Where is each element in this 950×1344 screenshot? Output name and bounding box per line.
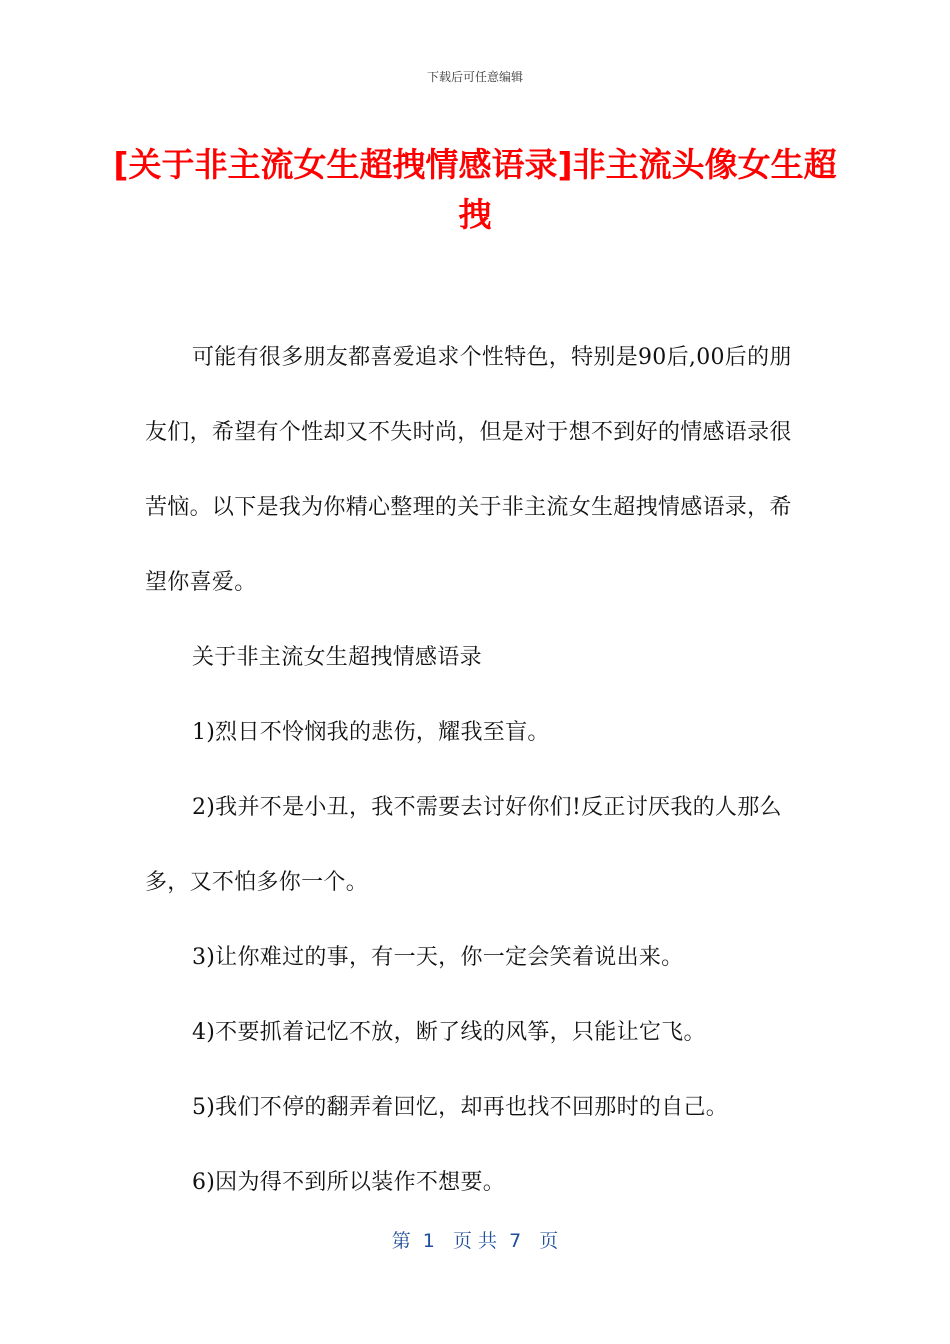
quote-item: 2)我并不是小丑，我不需要去讨好你们!反正讨厌我的人那么多，又不怕多你一个。 xyxy=(145,795,782,895)
quote-item: 4)不要抓着记忆不放，断了线的风筝，只能让它飞。 xyxy=(192,1020,706,1045)
page-header-note: 下载后可任意编辑 xyxy=(426,70,523,84)
page-number-footer: 第 1 页 共 7 页 xyxy=(391,1230,559,1252)
quote-item: 1)烈日不怜悯我的悲伤，耀我至盲。 xyxy=(192,720,550,745)
section-heading: 关于非主流女生超拽情感语录 xyxy=(192,645,482,670)
intro-paragraph: 可能有很多朋友都喜爱追求个性特色，特别是90后,00后的朋友们，希望有个性却又不失时尚，但是对于想不到好的情感语录很苦恼。以下是我为你精心整理的关于非主流女生超拽情感语录，希望你喜爱。 xyxy=(145,345,792,595)
quote-item: 3)让你难过的事，有一天，你一定会笑着说出来。 xyxy=(192,945,684,970)
quote-item: 6)因为得不到所以装作不想要。 xyxy=(192,1170,506,1195)
document-title: [关于非主流女生超拽情感语录]非主流头像女生超拽 xyxy=(113,145,837,234)
quote-item: 5)我们不停的翻弄着回忆，却再也找不回那时的自己。 xyxy=(192,1095,729,1120)
document-body xyxy=(145,320,805,1220)
